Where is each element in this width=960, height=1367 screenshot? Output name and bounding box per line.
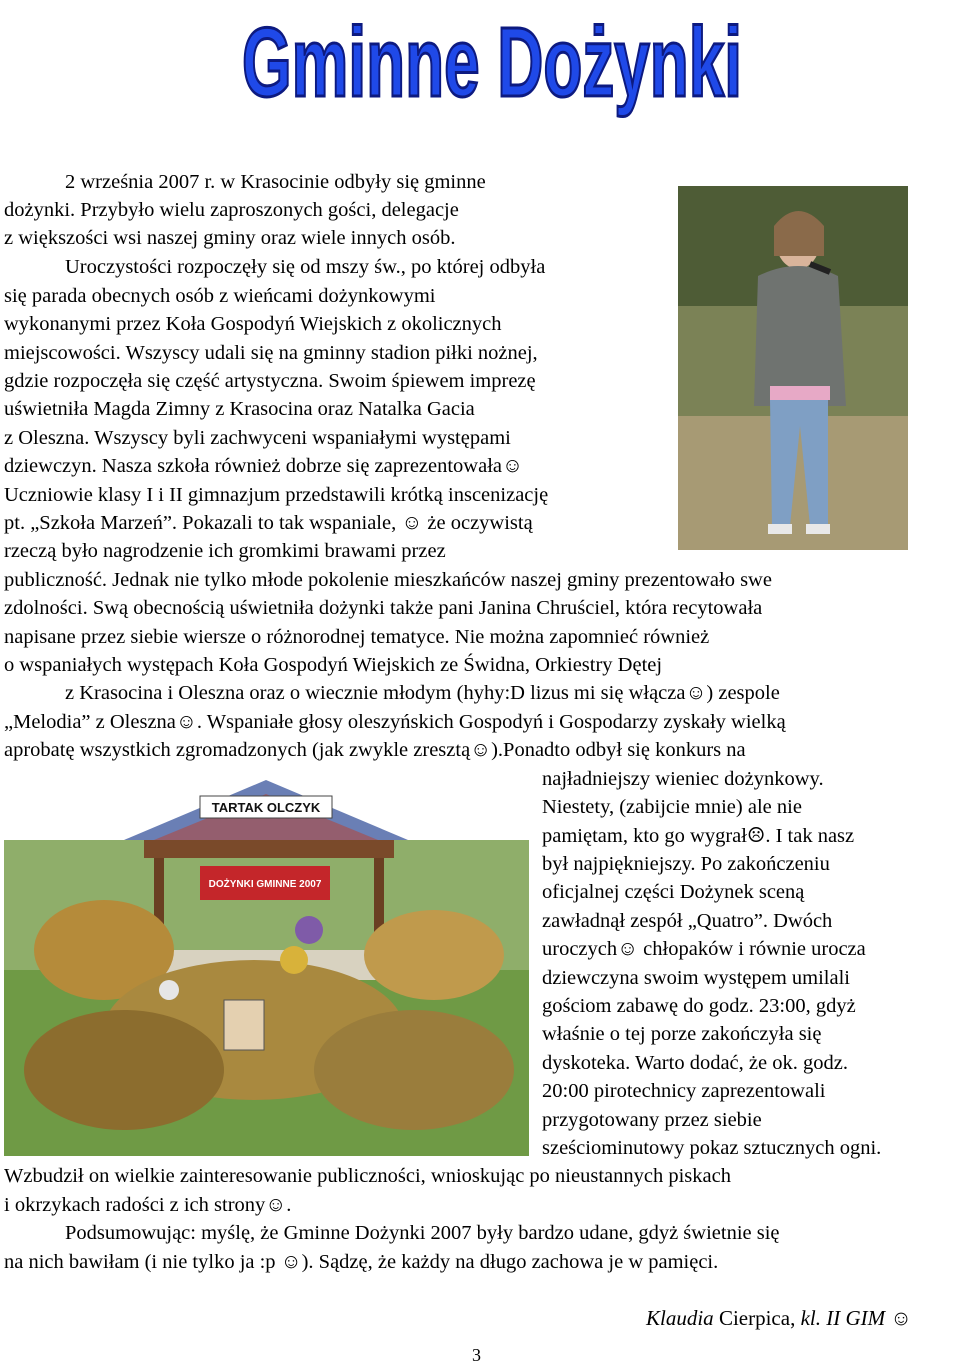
text-line: dożynki. Przybyło wielu zaproszonych gości, delegacje: [4, 199, 459, 221]
text-line: pamiętam, kto go wygrał☹. I tak nasz: [542, 825, 855, 847]
text-line: 2 września 2007 r. w Krasocinie odbyły się gminne: [65, 171, 486, 193]
text-line: napisane przez siebie wiersze o różnorodnej tematyce. Nie można zapomnieć również: [4, 626, 710, 648]
text-line: miejscowości. Wszyscy udali się na gminny stadion piłki nożnej,: [4, 342, 538, 364]
author-first-name: Klaudia: [646, 1306, 714, 1330]
text-line: zawładnął zespół „Quatro”. Dwóch: [542, 910, 833, 932]
author-class: kl. II GIM: [800, 1306, 886, 1330]
text-line: Wzbudził on wielkie zainteresowanie publiczności, wnioskując po nieustannych piskach: [4, 1165, 731, 1187]
title-wordart: [232, 4, 752, 116]
text-line: Niestety, (zabijcie mnie) ale nie: [542, 796, 802, 818]
text-line: uświetniła Magda Zimny z Krasocina oraz Natalka Gacia: [4, 398, 475, 420]
text-line: aprobatę wszystkich zgromadzonych (jak zwykle zresztą☺).Ponadto odbył się konkurs na: [4, 739, 746, 761]
singer-photo: [678, 186, 908, 550]
text-line: rzeczą było nagrodzenie ich gromkimi brawami przez: [4, 540, 446, 562]
text-line: dziewczyn. Nasza szkoła również dobrze się zaprezentowała☺: [4, 455, 523, 477]
roof-sign: TARTAK OLCZYK: [211, 800, 321, 815]
text-line: dziewczyna swoim występem umilali: [542, 967, 850, 989]
text-line: gościom zabawę do godz. 23:00, gdyż: [542, 995, 856, 1017]
text-line: Podsumowując: myślę, że Gminne Dożynki 2007 były bardzo udane, gdyż świetnie się: [65, 1222, 780, 1244]
author-last-name: Cierpica,: [718, 1306, 796, 1330]
festival-stage-photo: [4, 770, 529, 1156]
text-line: pt. „Szkoła Marzeń”. Pokazali to tak wspaniale, ☺ że oczywistą: [4, 512, 533, 534]
text-line: uroczych☺ chłopaków i równie urocza: [542, 938, 866, 960]
author-signature: [646, 1304, 912, 1332]
text-line: gdzie rozpoczęła się część artystyczna. Swoim śpiewem imprezę: [4, 370, 536, 392]
text-line: o wspaniałych występach Koła Gospodyń Wiejskich ze Świdna, Orkiestry Dętej: [4, 654, 663, 676]
text-line: z większości wsi naszej gminy oraz wiele innych osób.: [4, 227, 456, 249]
text-line: publiczność. Jednak nie tylko młode pokolenie mieszkańców naszej gminy prezentowało swe: [4, 569, 772, 591]
stage-sign: DOŻYNKI GMINNE 2007: [208, 879, 322, 890]
text-line: 20:00 pirotechnicy zaprezentowali: [542, 1080, 826, 1102]
text-line: najładniejszy wieniec dożynkowy.: [542, 768, 824, 790]
text-line: z Krasocina i Oleszna oraz o wiecznie młodym (hyhy:D lizus mi się włącza☺) zespole: [65, 682, 780, 704]
text-line: właśnie o tej porze zakończyła się: [542, 1023, 822, 1045]
text-line: przygotowany przez siebie: [542, 1109, 762, 1131]
text-line: Uroczystości rozpoczęły się od mszy św., po której odbyła: [65, 256, 546, 278]
text-line: na nich bawiłam (i nie tylko ja :p ☺). Sądzę, że każdy na długo zachowa je w pamięci.: [4, 1251, 719, 1273]
text-line: „Melodia” z Oleszna☺. Wspaniałe głosy oleszyńskich Gospodyń i Gospodarzy zyskały wielką: [4, 711, 786, 733]
text-line: dyskoteka. Warto dodać, że ok. godz.: [542, 1052, 848, 1074]
title-text: Gminne Dożynki: [242, 7, 742, 117]
text-line: i okrzykach radości z ich strony☺.: [4, 1194, 292, 1216]
text-line: Uczniowie klasy I i II gimnazjum przedstawili krótką inscenizację: [4, 484, 549, 506]
page-number: 3: [472, 1345, 481, 1365]
text-line: sześciominutowy pokaz sztucznych ogni.: [542, 1137, 882, 1159]
text-line: zdolności. Swą obecnością uświetniła dożynki także pani Janina Chruściel, która recytowała: [4, 597, 763, 619]
text-line: się parada obecnych osób z wieńcami dożynkowymi: [4, 285, 436, 307]
text-line: był najpiękniejszy. Po zakończeniu: [542, 853, 830, 875]
smiley-icon: ☺: [890, 1306, 912, 1330]
text-line: wykonanymi przez Koła Gospodyń Wiejskich z okolicznych: [4, 313, 502, 335]
text-line: z Oleszna. Wszyscy byli zachwyceni wspaniałymi występami: [4, 427, 511, 449]
text-line: oficjalnej części Dożynek sceną: [542, 881, 805, 903]
